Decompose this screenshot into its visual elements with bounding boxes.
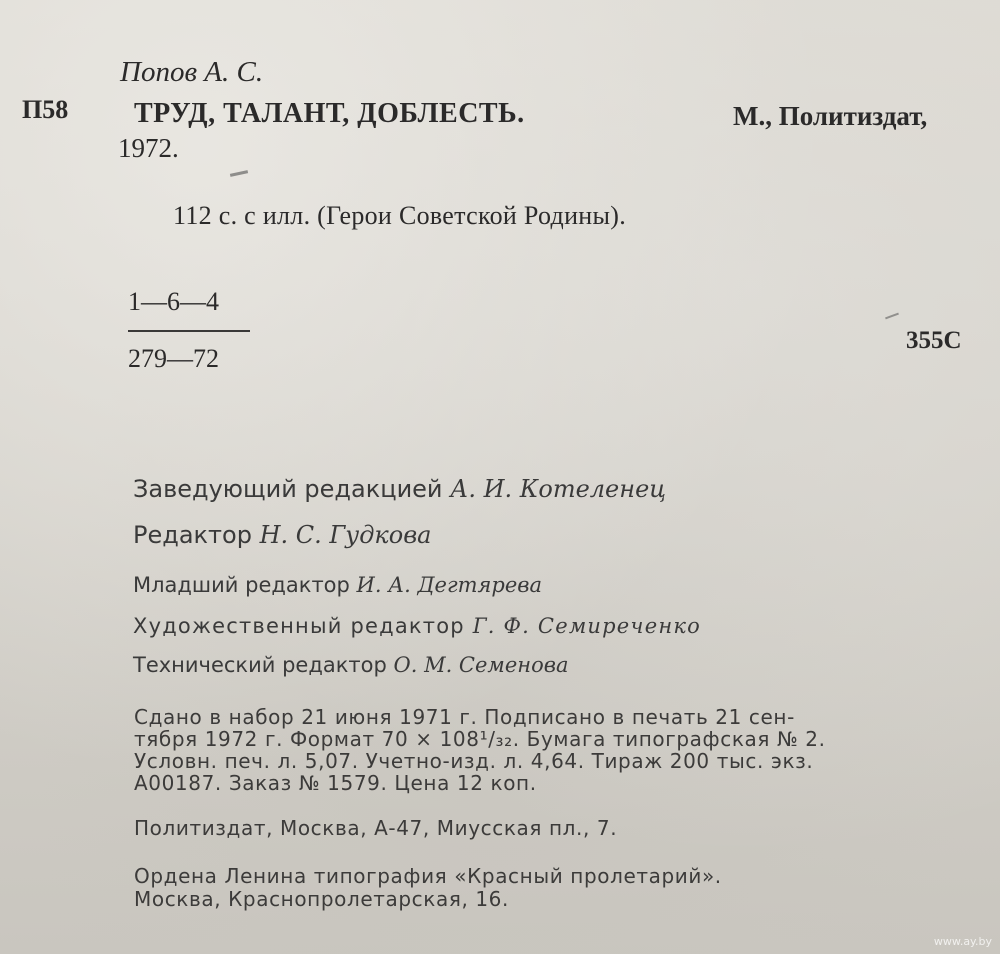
index-fraction-top: 1—6—4	[128, 287, 219, 316]
imprint-line-4: А00187. Заказ № 1579. Цена 12 коп.	[134, 771, 537, 795]
printer-line-1: Ордена Ленина типография «Красный пролетарий».	[134, 864, 722, 888]
book-title: ТРУД, ТАЛАНТ, ДОБЛЕСТЬ.	[134, 98, 525, 129]
fraction-rule	[128, 330, 250, 332]
publisher: М., Политиздат,	[733, 101, 928, 131]
junior-editor-name: И. А. Дегтярева	[356, 573, 543, 597]
editor-label: Редактор	[133, 521, 252, 549]
ink-smudge	[885, 313, 899, 320]
junior-editor-line	[133, 575, 542, 596]
art-editor-label: Художественный редактор	[133, 614, 465, 638]
catalog-code: П58	[22, 95, 69, 124]
editor-line	[133, 523, 431, 547]
head-editor-line	[133, 477, 666, 501]
page-count-series: 112 с. с илл. (Герои Советской Родины).	[173, 201, 627, 230]
ink-smudge	[230, 170, 248, 177]
imprint-line-1: Сдано в набор 21 июня 1971 г. Подписано в печать 21 сен-	[134, 705, 795, 729]
tech-editor-label: Технический редактор	[133, 653, 387, 677]
publication-year: 1972.	[118, 133, 179, 163]
art-editor-line	[133, 616, 701, 637]
classification-code: 355С	[906, 327, 962, 354]
watermark: www.ay.by	[933, 935, 992, 948]
imprint-line-2: тября 1972 г. Формат 70 × 108¹/₃₂. Бумага типографская № 2.	[134, 727, 826, 751]
printer-line-2: Москва, Краснопролетарская, 16.	[134, 887, 509, 911]
art-editor-name: Г. Ф. Семиреченко	[472, 614, 701, 638]
editor-name: Н. С. Гудкова	[259, 521, 432, 549]
author-name: Попов А. С.	[120, 56, 264, 88]
head-editor-name: А. И. Котеленец	[450, 475, 667, 503]
imprint-line-3: Условн. печ. л. 5,07. Учетно-изд. л. 4,64. Тираж 200 тыс. экз.	[134, 749, 814, 773]
tech-editor-line	[133, 655, 569, 676]
head-editor-label: Заведующий редакцией	[133, 475, 443, 503]
index-fraction-bottom: 279—72	[128, 344, 219, 373]
publisher-address: Политиздат, Москва, А-47, Миусская пл., 7.	[134, 816, 618, 840]
junior-editor-label: Младший редактор	[133, 573, 350, 597]
tech-editor-name: О. М. Семенова	[393, 653, 569, 677]
